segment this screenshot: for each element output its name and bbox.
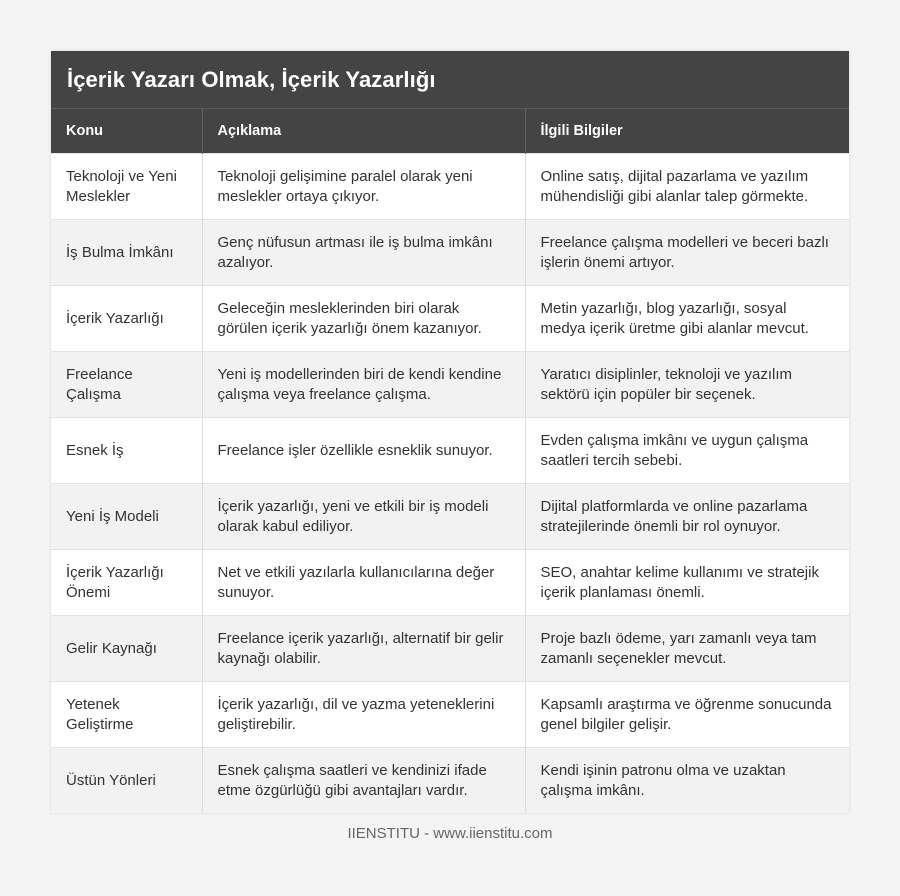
cell-konu: Esnek İş xyxy=(51,418,202,484)
title-bar xyxy=(51,51,849,109)
cell-aciklama: Teknoloji gelişimine paralel olarak yeni meslekler ortaya çıkıyor. xyxy=(202,154,525,220)
table-row xyxy=(51,682,849,748)
table-row xyxy=(51,616,849,682)
cell-ilgili-bilgiler: Dijital platformlarda ve online pazarlama stratejilerinde önemli bir rol oynuyor. xyxy=(525,484,849,550)
table-row xyxy=(51,220,849,286)
cell-ilgili-bilgiler: Metin yazarlığı, blog yazarlığı, sosyal medya içerik üretme gibi alanlar mevcut. xyxy=(525,286,849,352)
header-row xyxy=(51,109,849,154)
cell-aciklama: İçerik yazarlığı, dil ve yazma yeteneklerini geliştirebilir. xyxy=(202,682,525,748)
cell-aciklama: Geleceğin mesleklerinden biri olarak görülen içerik yazarlığı önem kazanıyor. xyxy=(202,286,525,352)
cell-ilgili-bilgiler: Evden çalışma imkânı ve uygun çalışma saatleri tercih sebebi. xyxy=(525,418,849,484)
cell-konu: Gelir Kaynağı xyxy=(51,616,202,682)
cell-aciklama: İçerik yazarlığı, yeni ve etkili bir iş modeli olarak kabul ediliyor. xyxy=(202,484,525,550)
table-row xyxy=(51,286,849,352)
cell-aciklama: Freelance içerik yazarlığı, alternatif bir gelir kaynağı olabilir. xyxy=(202,616,525,682)
column-header-ilgili-bilgiler: İlgili Bilgiler xyxy=(525,109,849,154)
table-row xyxy=(51,550,849,616)
cell-konu: Yetenek Geliştirme xyxy=(51,682,202,748)
table-title: İçerik Yazarı Olmak, İçerik Yazarlığı xyxy=(67,66,436,92)
cell-ilgili-bilgiler: Proje bazlı ödeme, yarı zamanlı veya tam zamanlı seçenekler mevcut. xyxy=(525,616,849,682)
table-row xyxy=(51,154,849,220)
info-table xyxy=(51,109,849,813)
footer-credit: IIENSTITU - www.iienstitu.com xyxy=(347,825,553,842)
table-row xyxy=(51,352,849,418)
cell-aciklama: Genç nüfusun artması ile iş bulma imkânı azalıyor. xyxy=(202,220,525,286)
cell-ilgili-bilgiler: Kapsamlı araştırma ve öğrenme sonucunda genel bilgiler gelişir. xyxy=(525,682,849,748)
cell-konu: Teknoloji ve Yeni Meslekler xyxy=(51,154,202,220)
cell-ilgili-bilgiler: Online satış, dijital pazarlama ve yazılım mühendisliği gibi alanlar talep görmekte. xyxy=(525,154,849,220)
cell-konu: Üstün Yönleri xyxy=(51,748,202,814)
cell-ilgili-bilgiler: Freelance çalışma modelleri ve beceri bazlı işlerin önemi artıyor. xyxy=(525,220,849,286)
cell-ilgili-bilgiler: Kendi işinin patronu olma ve uzaktan çalışma imkânı. xyxy=(525,748,849,814)
cell-aciklama: Yeni iş modellerinden biri de kendi kendine çalışma veya freelance çalışma. xyxy=(202,352,525,418)
cell-konu: Freelance Çalışma xyxy=(51,352,202,418)
column-header-konu: Konu xyxy=(51,109,202,154)
cell-ilgili-bilgiler: SEO, anahtar kelime kullanımı ve stratejik içerik planlaması önemli. xyxy=(525,550,849,616)
table-card xyxy=(51,51,849,813)
cell-konu: İçerik Yazarlığı xyxy=(51,286,202,352)
cell-aciklama: Net ve etkili yazılarla kullanıcılarına değer sunuyor. xyxy=(202,550,525,616)
cell-aciklama: Freelance işler özellikle esneklik sunuyor. xyxy=(202,418,525,484)
table-row xyxy=(51,484,849,550)
cell-konu: Yeni İş Modeli xyxy=(51,484,202,550)
cell-aciklama: Esnek çalışma saatleri ve kendinizi ifade etme özgürlüğü gibi avantajları vardır. xyxy=(202,748,525,814)
cell-konu: İçerik Yazarlığı Önemi xyxy=(51,550,202,616)
cell-ilgili-bilgiler: Yaratıcı disiplinler, teknoloji ve yazılım sektörü için popüler bir seçenek. xyxy=(525,352,849,418)
column-header-aciklama: Açıklama xyxy=(202,109,525,154)
table-row xyxy=(51,418,849,484)
cell-konu: İş Bulma İmkânı xyxy=(51,220,202,286)
table-row xyxy=(51,748,849,814)
